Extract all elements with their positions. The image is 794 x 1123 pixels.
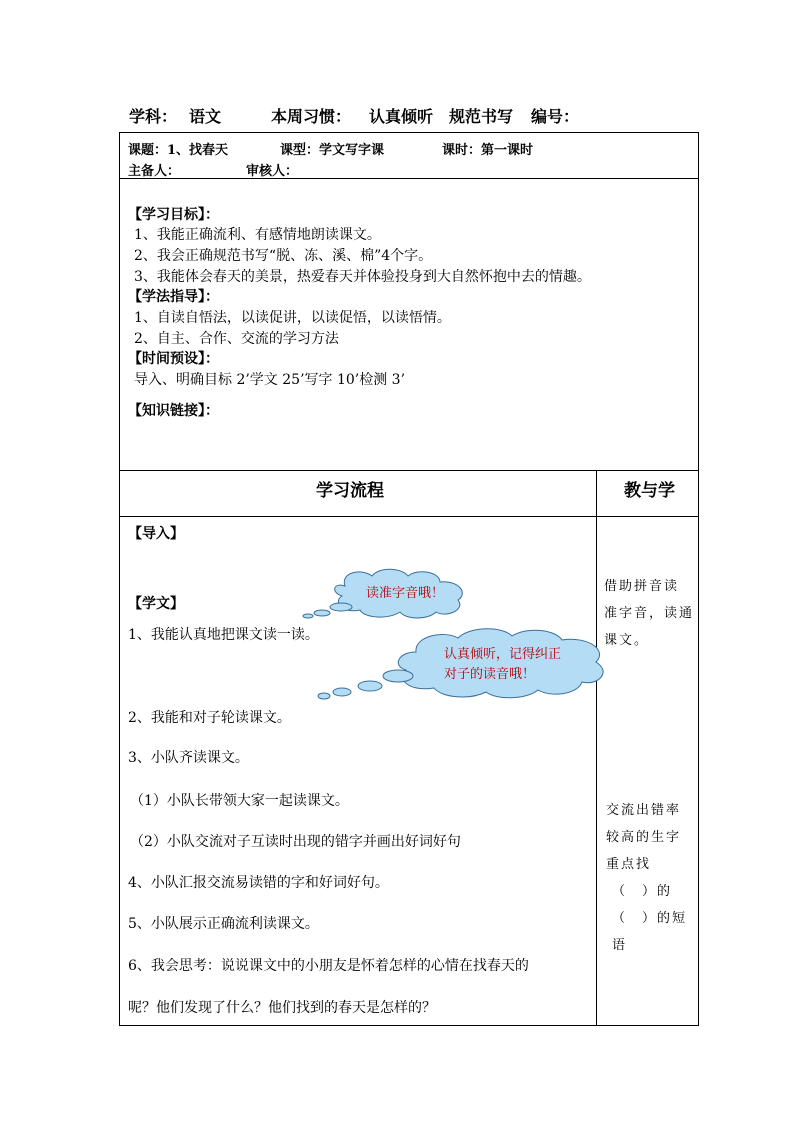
step-5: 5、小队展示正确流利读课文。 xyxy=(128,916,319,932)
divider xyxy=(120,178,698,179)
method-title: 【学法指导】： xyxy=(128,289,219,305)
time-text: 导入、明确目标 2’学文 25’写字 10’检测 3’ xyxy=(134,372,406,388)
side-note-reading: 借助拼音读 准字音，读通 课文。 xyxy=(604,579,695,648)
divider xyxy=(120,516,698,517)
column-teach: 教与学 xyxy=(624,481,675,501)
number-label: 编号： xyxy=(531,107,580,126)
step-3-2: （2）小队交流对子互读时出现的错字并画出好词好句 xyxy=(130,834,461,850)
step-3-1: （1）小队长带领大家一起读课文。 xyxy=(130,793,349,809)
step-1: 1、我能认真地把课文读一读。 xyxy=(128,627,319,643)
habit-label: 本周习惯： xyxy=(271,107,352,126)
study-title: 【学文】 xyxy=(128,596,184,612)
step-3: 3、小队齐读课文。 xyxy=(128,750,249,766)
method-item: 2、自主、合作、交流的学习方法 xyxy=(134,331,339,347)
links-title: 【知识链接】： xyxy=(128,403,219,419)
method-item: 1、自读自悟法，以读促讲，以读促悟，以读悟情。 xyxy=(134,310,451,326)
objective-item: 3、我能体会春天的美景，热爱春天并体验投身到大自然怀抱中去的情趣。 xyxy=(134,269,591,285)
subject-label: 学科： xyxy=(129,107,178,126)
objectives-title: 【学习目标】： xyxy=(128,207,219,223)
column-divider xyxy=(596,470,597,1025)
lesson-period: 课时：第一课时 xyxy=(442,143,534,158)
intro-title: 【导入】 xyxy=(128,526,184,542)
objective-item: 1、我能正确流利、有感情地朗读课文。 xyxy=(134,227,381,243)
side-note-words: 交流出错率 较高的生字 重点找 （ ）的 （ ）的短语 xyxy=(606,803,688,953)
lesson-type: 课型：学文写字课 xyxy=(280,143,385,158)
column-flow: 学习流程 xyxy=(316,481,384,501)
step-6: 6、我会思考：说说课文中的小朋友是怀着怎样的心情在找春天的 xyxy=(128,958,529,974)
topic: 课题：1、找春天 xyxy=(128,143,229,158)
objective-item: 2、我会正确规范书写“脱、冻、溪、棉”4个字。 xyxy=(134,248,433,264)
habit-value: 认真倾听 规范书写 xyxy=(369,107,514,126)
subject-value: 语文 xyxy=(189,107,222,126)
divider xyxy=(120,470,698,471)
preparer: 主备人： xyxy=(128,164,181,179)
time-title: 【时间预设】： xyxy=(128,351,219,367)
bubble-text: 对子的读音哦！ xyxy=(444,667,536,682)
reviewer: 审核人： xyxy=(246,164,299,179)
bubble-text: 认真倾听，记得纠正 xyxy=(444,647,562,662)
step-4: 4、小队汇报交流易读错的字和好词好句。 xyxy=(128,875,389,891)
step-6-continued: 呢？他们发现了什么？他们找到的春天是怎样的？ xyxy=(128,1000,436,1016)
step-2: 2、我能和对子轮读课文。 xyxy=(128,710,291,726)
bubble-text: 读准字音哦！ xyxy=(366,586,445,601)
